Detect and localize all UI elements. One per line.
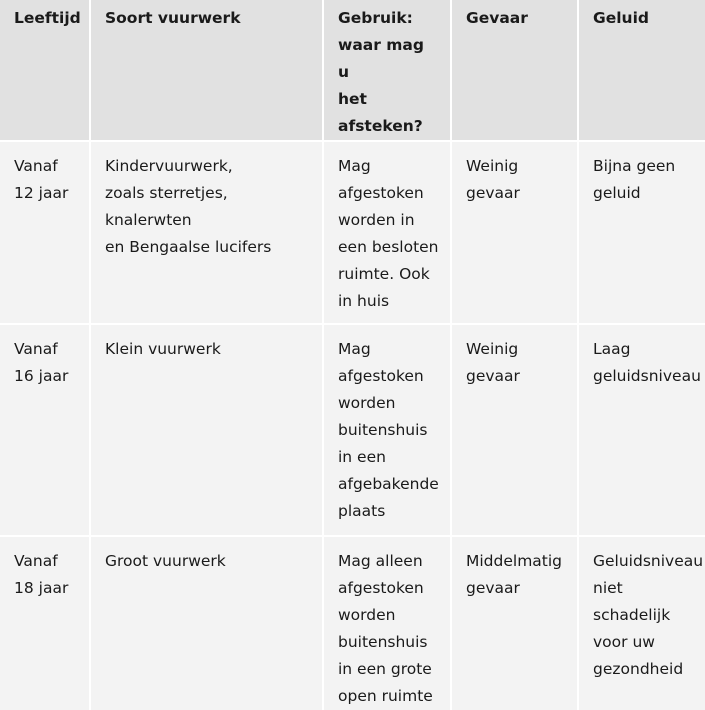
cell-line: plaats — [338, 502, 386, 520]
header-geluid-label: Geluid — [593, 9, 649, 27]
cell-line: Mag alleen — [338, 552, 423, 570]
cell-line: afgestoken — [338, 184, 424, 202]
table-row — [0, 324, 705, 536]
cell-line: Weinig — [466, 157, 519, 175]
header-leeftijd-label: Leeftijd — [14, 9, 81, 27]
cell-line: open ruimte — [338, 687, 433, 705]
cell-line: zoals sterretjes, knalerwten — [105, 184, 228, 229]
cell-line: Bijna geen — [593, 157, 676, 175]
cell-line: Vanaf — [14, 340, 58, 358]
cell-line: buitenshuis — [338, 421, 428, 439]
cell-line: Geluidsniveau — [593, 552, 704, 570]
cell-line: Weinig — [466, 340, 519, 358]
header-leeftijd — [0, 0, 90, 141]
header-gebruik-line: waar mag u — [338, 36, 424, 81]
cell-line: worden in — [338, 211, 415, 229]
cell-line: in een — [338, 448, 386, 466]
cell-line: Groot vuurwerk — [105, 552, 226, 570]
header-gevaar-label: Gevaar — [466, 9, 528, 27]
cell-leeftijd — [0, 141, 90, 324]
cell-line: in huis — [338, 292, 390, 310]
cell-leeftijd — [0, 324, 90, 536]
cell-line: gezondheid — [593, 660, 684, 678]
cell-geluid — [578, 141, 705, 324]
cell-line: worden — [338, 394, 396, 412]
cell-line: een besloten — [338, 238, 439, 256]
cell-line: en Bengaalse lucifers — [105, 238, 272, 256]
cell-line: Middelmatig — [466, 552, 563, 570]
cell-line: Vanaf — [14, 157, 58, 175]
cell-line: Mag — [338, 340, 371, 358]
cell-line: in een grote — [338, 660, 432, 678]
header-soort-label: Soort vuurwerk — [105, 9, 241, 27]
cell-gebruik — [323, 324, 451, 536]
header-soort — [90, 0, 323, 141]
cell-line: geluid — [593, 184, 641, 202]
cell-line: geluidsniveau — [593, 367, 701, 385]
cell-gevaar — [451, 324, 578, 536]
cell-line: gevaar — [466, 184, 520, 202]
cell-line: afgebakende — [338, 475, 439, 493]
header-gebruik-line: Gebruik: — [338, 9, 413, 27]
cell-line: Mag — [338, 157, 371, 175]
cell-line: schadelijk — [593, 606, 671, 624]
header-geluid — [578, 0, 705, 141]
cell-line: worden — [338, 606, 396, 624]
table-row — [0, 141, 705, 324]
cell-line: Kindervuurwerk, — [105, 157, 233, 175]
cell-line: afgestoken — [338, 579, 424, 597]
cell-line: voor uw — [593, 633, 655, 651]
table-row — [0, 536, 705, 710]
cell-gevaar — [451, 141, 578, 324]
cell-gebruik — [323, 536, 451, 710]
cell-line: afgestoken — [338, 367, 424, 385]
header-gebruik — [323, 0, 451, 141]
cell-soort — [90, 324, 323, 536]
cell-soort — [90, 536, 323, 710]
cell-line: 12 jaar — [14, 184, 69, 202]
cell-line: Vanaf — [14, 552, 58, 570]
cell-leeftijd — [0, 536, 90, 710]
cell-line: niet — [593, 579, 623, 597]
header-row — [0, 0, 705, 141]
cell-soort — [90, 141, 323, 324]
cell-line: 16 jaar — [14, 367, 69, 385]
cell-line: 18 jaar — [14, 579, 69, 597]
cell-line: Klein vuurwerk — [105, 340, 221, 358]
cell-gevaar — [451, 536, 578, 710]
cell-line: gevaar — [466, 579, 520, 597]
header-gebruik-line: het — [338, 90, 367, 108]
header-gebruik-line: afsteken? — [338, 117, 423, 135]
cell-geluid — [578, 324, 705, 536]
cell-gebruik — [323, 141, 451, 324]
cell-line: buitenshuis — [338, 633, 428, 651]
cell-line: gevaar — [466, 367, 520, 385]
cell-line: ruimte. Ook — [338, 265, 430, 283]
cell-line: Laag — [593, 340, 631, 358]
header-gevaar — [451, 0, 578, 141]
cell-geluid — [578, 536, 705, 710]
